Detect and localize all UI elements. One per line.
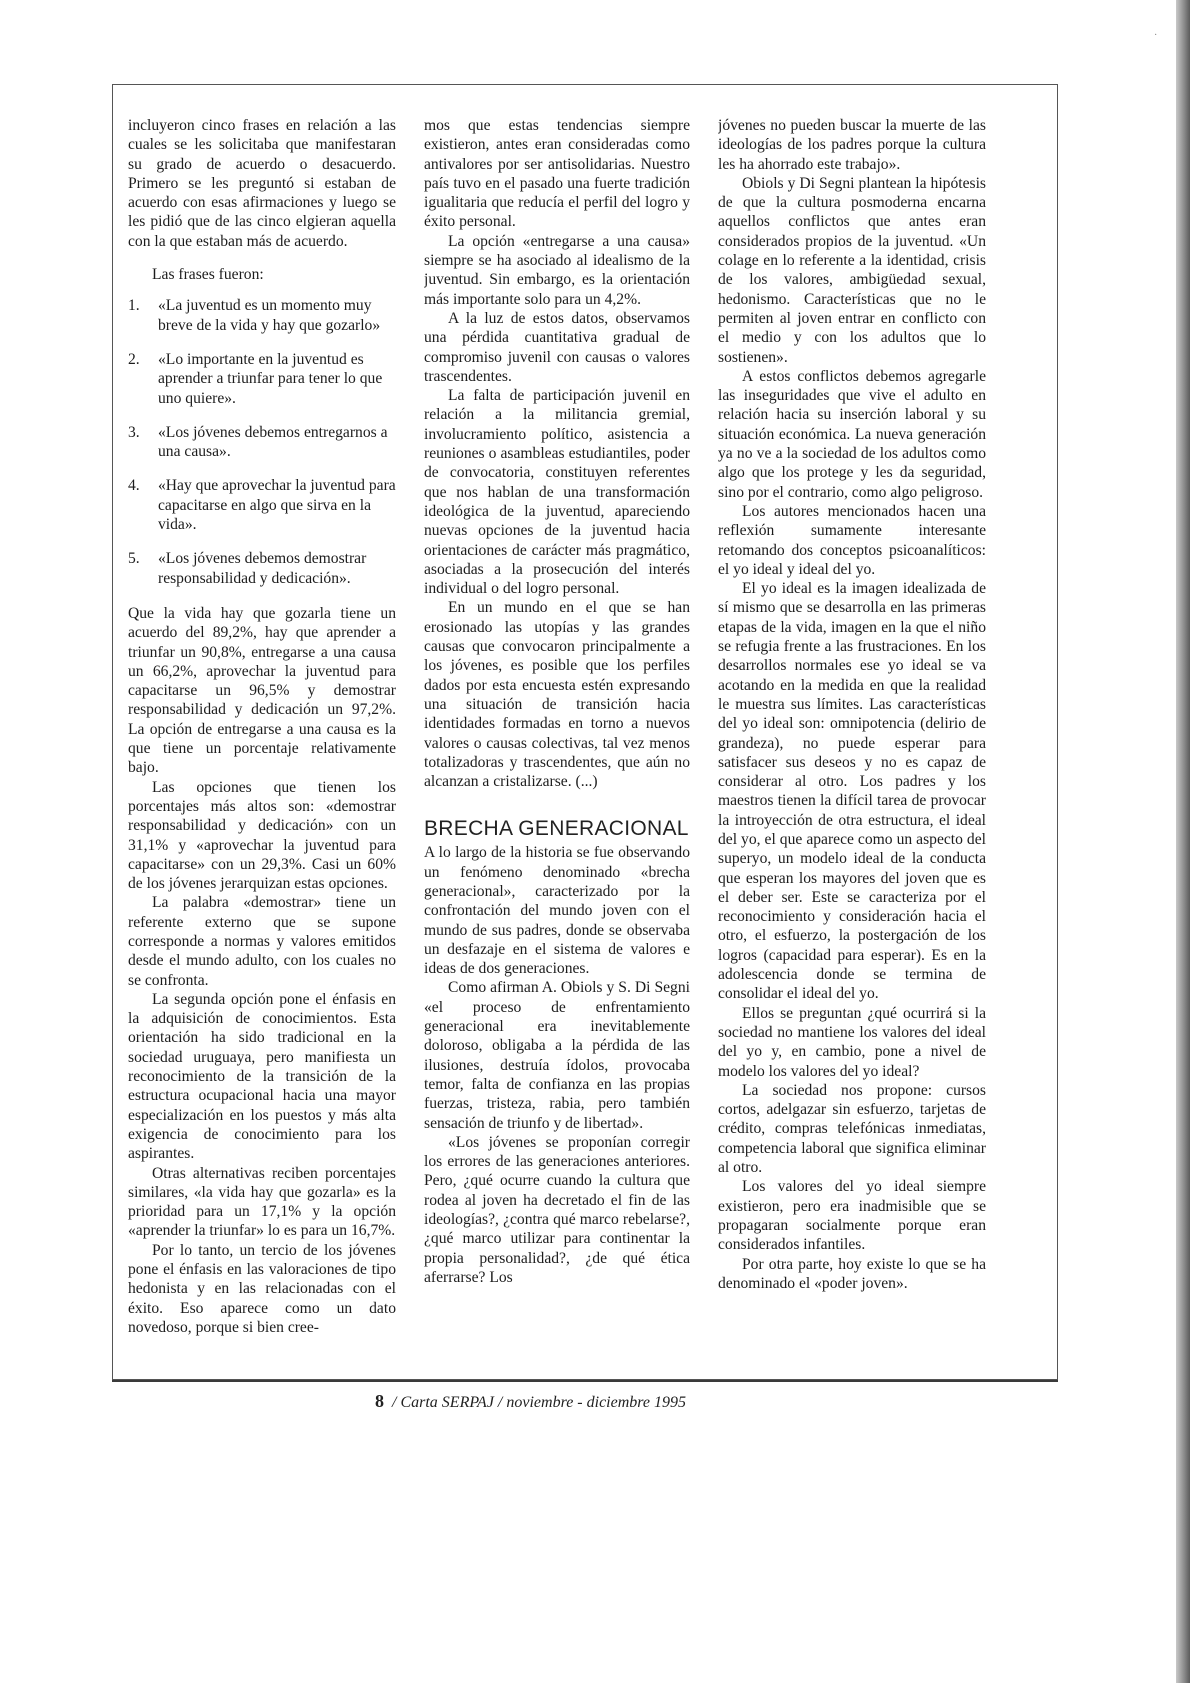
list-item: 1. «La juventud es un momento muy breve de la vida y hay que gozarlo» [128, 297, 381, 334]
paragraph: jóvenes no pueden buscar la muerte de las ideologías de los padres porque la cultura les ha ahorrado este trabajo». [718, 117, 986, 173]
paragraph: En un mundo en el que se han erosionado las utopías y las grandes causas que convocaron principalmente a los jóvenes, es posible que los perfiles dados por esta encuesta estén expresando una situación de transición hacia identidades formadas en torno a nuevos valores o causas colectivas, tal vez menos totalizadoras y trascendentes, que aún no alcanzan a cristalizarse. (...) [424, 599, 690, 791]
paragraph: La palabra «demostrar» tiene un referente externo que se supone corresponde a normas y valores emitidos desde el mundo adulto, con los cuales no se confronta. [128, 894, 396, 989]
paragraph: A lo largo de la historia se fue observando un fenómeno denominado «brecha generacional», caracterizado por la confrontación del mundo joven con el mundo de sus padres, donde se observaba un desfazaje en el sistema de valores e ideas de dos generaciones. [424, 844, 690, 978]
list-item: 5. «Los jóvenes debemos demostrar responsabilidad y dedicación». [128, 550, 367, 587]
paragraph: incluyeron cinco frases en relación a las cuales se les solicitaba que manifestaran su grado de acuerdo o desacuerdo. Primero se les preguntó si estaban de acuerdo con esas afirmaciones y luego se les pidió que de las cinco elgieran aquella con la que estaban más de acuerdo. [128, 117, 396, 250]
footer-rule [112, 1380, 1058, 1382]
frases-list [128, 296, 396, 588]
paragraph: Las opciones que tienen los porcentajes más altos son: «demostrar responsabilidad y dedicación» con un 31,1% y «aprovechar la juventud para capacitarse» con un 29,3%. Casi un 60% de los jóvenes jerarquizan estas opciones. [128, 778, 396, 893]
page-edge-shadow [1176, 0, 1190, 1683]
paragraph: La sociedad nos propone: cursos cortos, adelgazar sin esfuerzo, tarjetas de crédito, compras telefónicas inmediatas, competencia laboral que significa eliminar al otro. [718, 1081, 986, 1177]
paragraph: Los valores del yo ideal siempre existieron, pero era inadmisible que se propagaran socialmente porque eran considerados infantiles. [718, 1178, 986, 1254]
scan-speck: · [1154, 30, 1158, 41]
page-footer [375, 1391, 895, 1412]
paragraph: Por lo tanto, un tercio de los jóvenes pone el énfasis en las valoraciones de tipo hedonista y en las relacionadas con el éxito. Eso aparece como un dato novedoso, porque si bien cree- [128, 1241, 396, 1336]
list-item: 4. «Hay que aprovechar la juventud para capacitarse en algo que sirva en la vida». [128, 477, 396, 534]
paragraph: Otras alternativas reciben porcentajes similares, «la vida hay que gozarla» es la prioridad para un 17,1% y la opción «aprender la triunfar» lo es para un 16,7%. [128, 1164, 396, 1240]
publication-line: / Carta SERPAJ / noviembre - diciembre 1995 [392, 1394, 687, 1411]
section-heading: BRECHA GENERACIONAL [424, 817, 689, 841]
paragraph: Como afirman A. Obiols y S. Di Segni «el proceso de enfrentamiento generacional era inevitablemente doloroso, obligaba a la pérdida de las ilusiones, destruía ídolos, provocaba temor, falta de confianza en las propias fuerzas, tristeza, rabia, pero también sensación de triunfo y de libertad». [424, 979, 690, 1132]
paragraph: A la luz de estos datos, observamos una pérdida cuantitativa gradual de compromiso juvenil con causas o valores trascendentes. [424, 309, 690, 385]
paragraph: Obiols y Di Segni plantean la hipótesis de que la cultura posmoderna encarna aquellos conflictos que antes eran considerados propios de la juventud. «Un colage en lo referente a la identidad, crisis de los valores, ambigüedad sexual, hedonismo. Características que no le permiten al joven entrar en conflicto con el medio y con los adultos que lo sostienen». [718, 174, 986, 366]
paragraph: La opción «entregarse a una causa» siempre se ha asociado al idealismo de la juventud. Sin embargo, es la orientación más importante solo para un 4,2%. [424, 232, 690, 308]
list-heading: Las frases fueron: [152, 266, 264, 284]
paragraph: Que la vida hay que gozarla tiene un acuerdo del 89,2%, hay que aprender a triunfar un 90,8%, entregarse a una causa un 66,2%, aprovechar la juventud para capacitarse un 96,5% y demostrar responsabilidad y dedicación un 97,2%. La opción de entregarse a una causa es la que tiene un porcentaje relativamente bajo. [128, 604, 396, 777]
paragraph: La falta de participación juvenil en relación a la militancia gremial, involucramiento político, asistencia a reuniones o asambleas estudiantiles, poder de convocatoria, constituyen referentes que nos hablan de una transformación ideológica de la juventud, apareciendo nuevas opciones de la juventud hacia orientaciones de carácter más pragmático, asociadas a la prosecución del interés individual o del logro personal. [424, 387, 690, 598]
paragraph: El yo ideal es la imagen idealizada de sí mismo que se desarrolla en las primeras etapas de la vida, imagen en la que el niño se refugia frente a las frustraciones. En los desarrollos normales ese yo ideal se va acotando en la medida en que la realidad le muestra sus límites. Las características del yo ideal son: omnipotencia (delirio de grandeza), no puede esperar para satisfacer sus deseos y no es capaz de considerar al otro. Los padres y los maestros tienen la difícil tarea de provocar la introyección de otra estructura, el ideal del yo, el que aparece como un aspecto del superyo, un modelo ideal de la conducta que esperan los mayores del joven que es el deber ser. Este se caracteriza por el reconocimiento y consideración hacia el otro, el esfuerzo, la postergación de los logros (capacidad para esperar). Es en la adolescencia donde se termina de consolidar el ideal del yo. [718, 580, 986, 1003]
article-column-3 [718, 116, 986, 1372]
paragraph: Ellos se preguntan ¿qué ocurrirá si la sociedad no mantiene los valores del ideal del yo y, en cambio, pone a nivel de modelo los valores del yo ideal? [718, 1004, 986, 1080]
paragraph: A estos conflictos debemos agregarle las inseguridades que vive el adulto en relación hacia su inserción laboral y su situación económica. La nueva generación ya no ve a la sociedad de los adultos como algo que los protege y les da seguridad, sino por el contrario, como algo peligroso. [718, 367, 986, 501]
paragraph: Los autores mencionados hacen una reflexión sumamente interesante retomando dos conceptos psicoanalíticos: el yo ideal y ideal del yo. [718, 502, 986, 578]
paragraph: «Los jóvenes se proponían corregir los errores de las generaciones anteriores. Pero, ¿qué ocurre cuando la cultura que rodea al joven ha decretado el fin de las ideologías?, ¿contra qué marco rebelarse?, ¿qué marco utilizar para continentar la propia personalidad?, ¿de qué ética aferrarse? Los [424, 1133, 690, 1286]
list-item: 3. «Los jóvenes debemos entregarnos a una causa». [128, 423, 388, 461]
list-item: 2. «Lo importante en la juventud es aprender a triunfar para tener lo que uno quiere». [128, 350, 383, 407]
page-number: 8 [375, 1391, 384, 1411]
article-column-1 [128, 116, 396, 1372]
article-column-2 [424, 116, 690, 1372]
paragraph: La segunda opción pone el énfasis en la adquisición de conocimientos. Esta orientación ha sido tradicional en la sociedad uruguaya, pero manifiesta un reconocimiento de la transición de la estructura ocupacional hacia una mayor especialización en los puestos y más alta exigencia de conocimiento para los aspirantes. [128, 990, 396, 1163]
paragraph: mos que estas tendencias siempre existieron, antes eran consideradas como antivalores por ser antisolidarias. Nuestro país tuvo en el pasado una fuerte tradición igualitaria que reducía el perfil del logro y éxito personal. [424, 117, 690, 231]
paragraph: Por otra parte, hoy existe lo que se ha denominado el «poder joven». [718, 1255, 986, 1292]
